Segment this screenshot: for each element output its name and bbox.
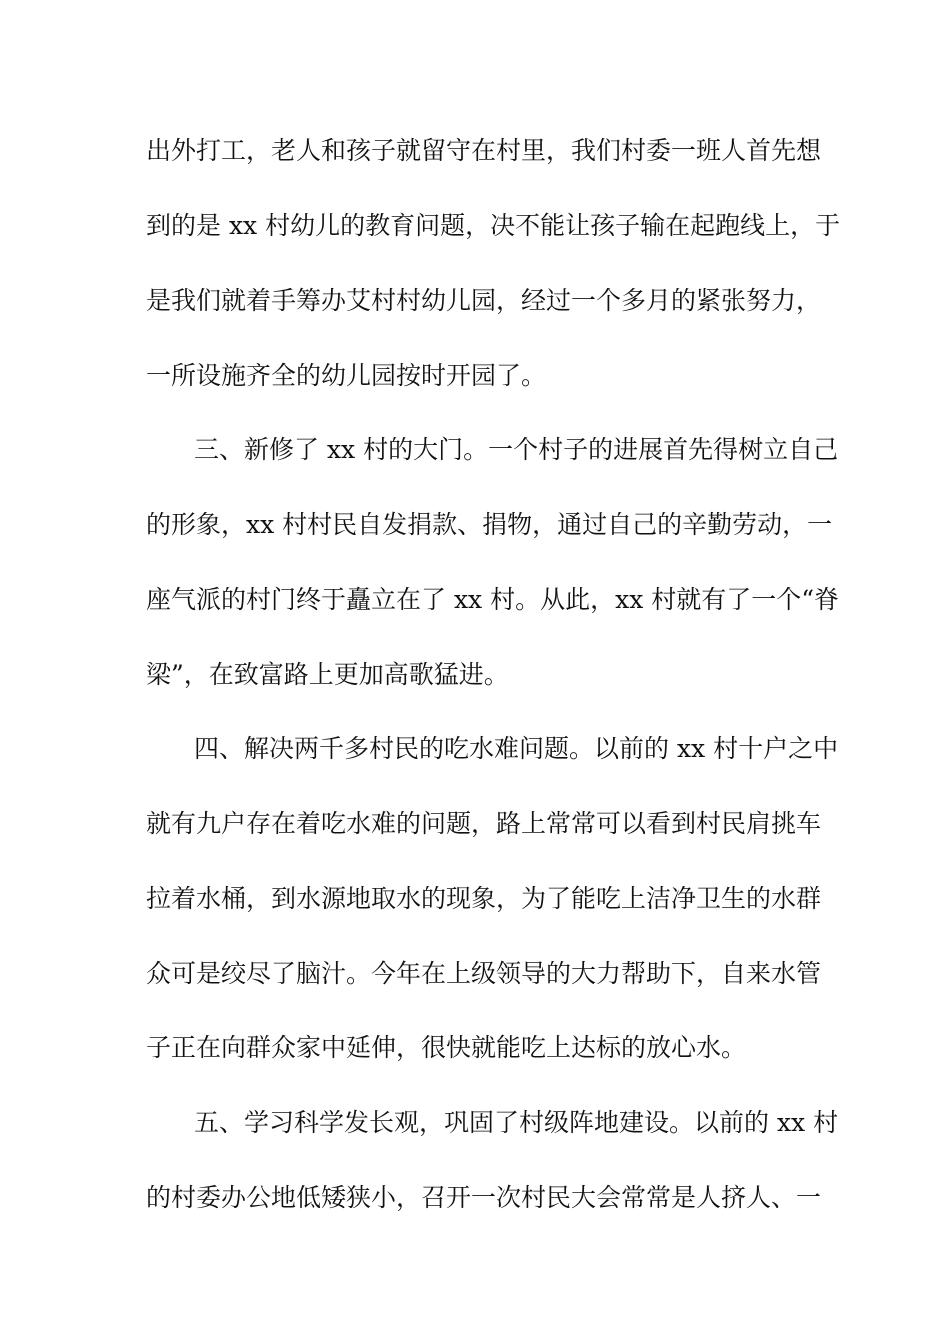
text-line-3: 是我们就着手筹办艾村村幼儿园，经过一个多月的紧张努力， bbox=[146, 286, 822, 315]
text-line-1: 出外打工，老人和孩子就留守在村里，我们村委一班人首先想 bbox=[146, 136, 822, 165]
paragraph-3-line-2: 的形象，xx 村村民自发捐款、捐物，通过自己的辛勤劳动，一 bbox=[146, 510, 833, 539]
text-line-2: 到的是 xx 村幼儿的教育问题，决不能让孩子输在起跑线上，于 bbox=[146, 211, 841, 240]
paragraph-3-line-1: 三、新修了 xx 村的大门。一个村子的进展首先得树立自己 bbox=[194, 435, 839, 464]
paragraph-3-line-4: 梁”，在致富路上更加高歌猛进。 bbox=[146, 660, 509, 689]
paragraph-5-line-2: 的村委办公地低矮狭小，召开一次村民大会常常是人挤人、一 bbox=[146, 1183, 822, 1212]
paragraph-4-line-2: 就有九户存在着吃水难的问题，路上常常可以看到村民肩挑车 bbox=[146, 809, 822, 838]
paragraph-4-line-5: 子正在向群众家中延伸，很快就能吃上达标的放心水。 bbox=[146, 1033, 747, 1062]
paragraph-3-line-3: 座气派的村门终于矗立在了 xx 村。从此，xx 村就有了一个“脊 bbox=[146, 585, 840, 614]
paragraph-5-line-1: 五、学习科学发长观，巩固了村级阵地建设。以前的 xx 村 bbox=[194, 1108, 839, 1137]
paragraph-4-line-1: 四、解决两千多村民的吃水难问题。以前的 xx 村十户之中 bbox=[194, 734, 839, 763]
paragraph-4-line-3: 拉着水桶，到水源地取水的现象，为了能吃上洁净卫生的水群 bbox=[146, 884, 822, 913]
paragraph-4-line-4: 众可是绞尽了脑汁。今年在上级领导的大力帮助下，自来水管 bbox=[146, 959, 822, 988]
text-line-4: 一所设施齐全的幼儿园按时开园了。 bbox=[146, 361, 547, 390]
